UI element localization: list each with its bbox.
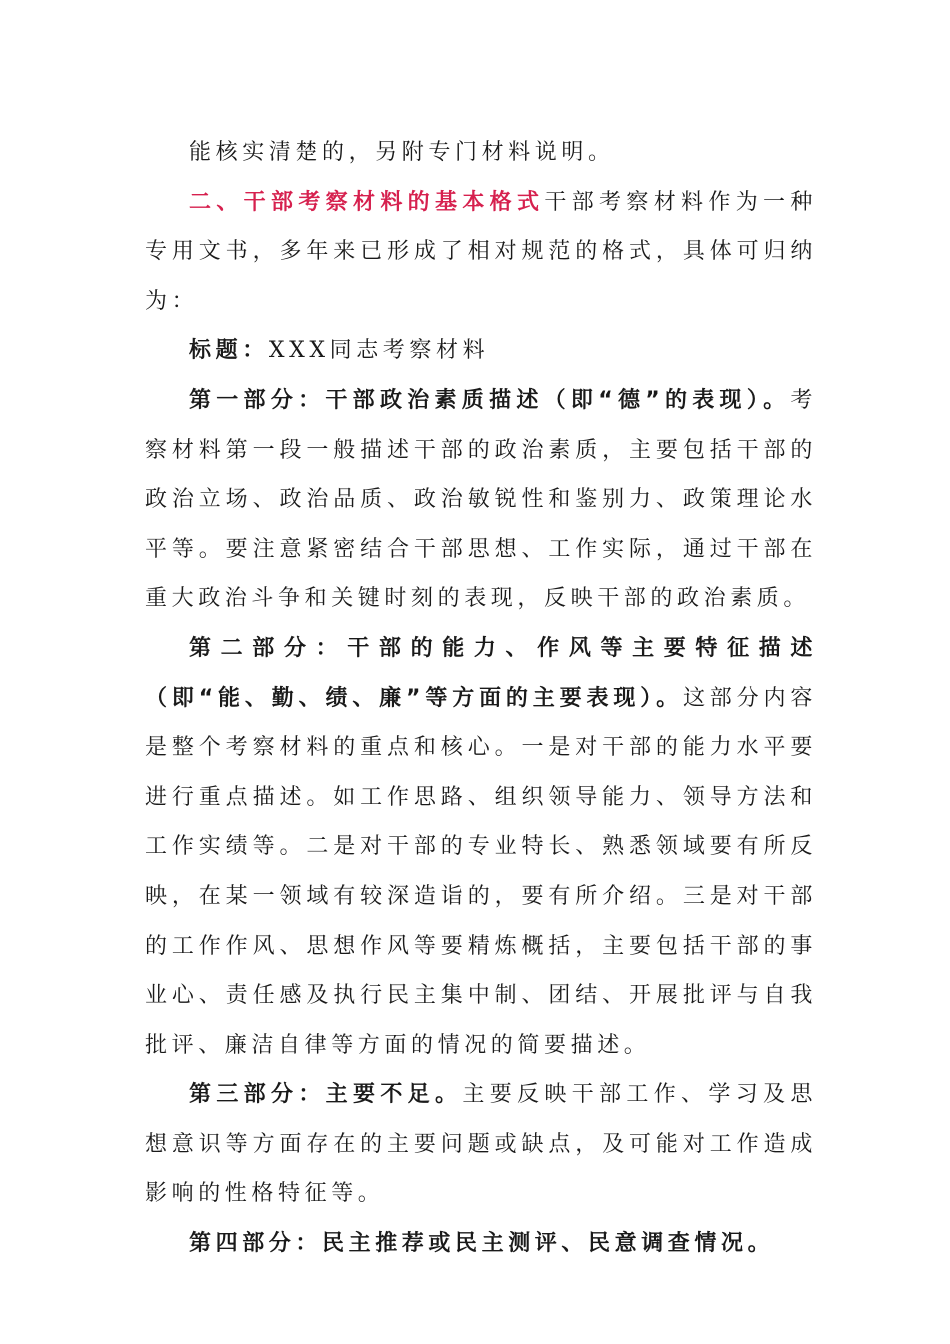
section-two-heading-paragraph [145,178,817,327]
paragraph-continuation [145,128,817,178]
part-three-heading: 第三部分：主要不足。 [189,1082,463,1108]
part-three-paragraph [145,1070,817,1219]
paragraph-text: 干部考察材料作为一种专用文书，多年来已形成了相对规范的格式，具体可归纳为： [145,189,817,314]
part-four-paragraph [145,1219,817,1269]
title-value: XXX同志考察材料 [268,338,490,364]
part-one-heading: 第一部分：干部政治素质描述（即“德”的表现）。 [189,387,791,413]
part-four-heading: 第四部分：民主推荐或民主测评、民意调查情况。 [189,1231,775,1257]
paragraph-text: 主要反映干部工作、学习及思想意识等方面存在的主要问题或缺点，及可能对工作造成影响的性格特征等。 [145,1082,817,1207]
part-two-paragraph [145,624,817,1070]
paragraph-text: 考察材料第一段一般描述干部的政治素质，主要包括干部的政治立场、政治品质、政治敏锐性和鉴别力、政策理论水平等。要注意紧密结合干部思想、工作实际，通过干部在重大政治斗争和关键时刻的表现，反映干部的政治素质。 [145,387,817,612]
paragraph-text: 能核实清楚的，另附专门材料说明。 [189,140,615,165]
paragraph-text: 这部分内容是整个考察材料的重点和核心。一是对干部的能力水平要进行重点描述。如工作思路、组织领导能力、领导方法和工作实绩等。二是对干部的专业特长、熟悉领域要有所反映，在某一领域有较深造诣的，要有所介绍。三是对干部的工作作风、思想作风等要精炼概括，主要包括干部的事业心、责任感及执行民主集中制、团结、开展批评与自我批评、廉洁自律等方面的情况的简要描述。 [145,685,817,1058]
section-heading: 二、干部考察材料的基本格式 [189,189,545,215]
title-label: 标题： [189,338,269,364]
title-line [145,326,817,376]
part-one-paragraph [145,376,817,624]
part-two-heading: 第二部分：干部的能力、作风等主要特征描述（即“能、勤、绩、廉”等方面的主要表现）。 [145,635,817,711]
document-body [145,128,817,1269]
